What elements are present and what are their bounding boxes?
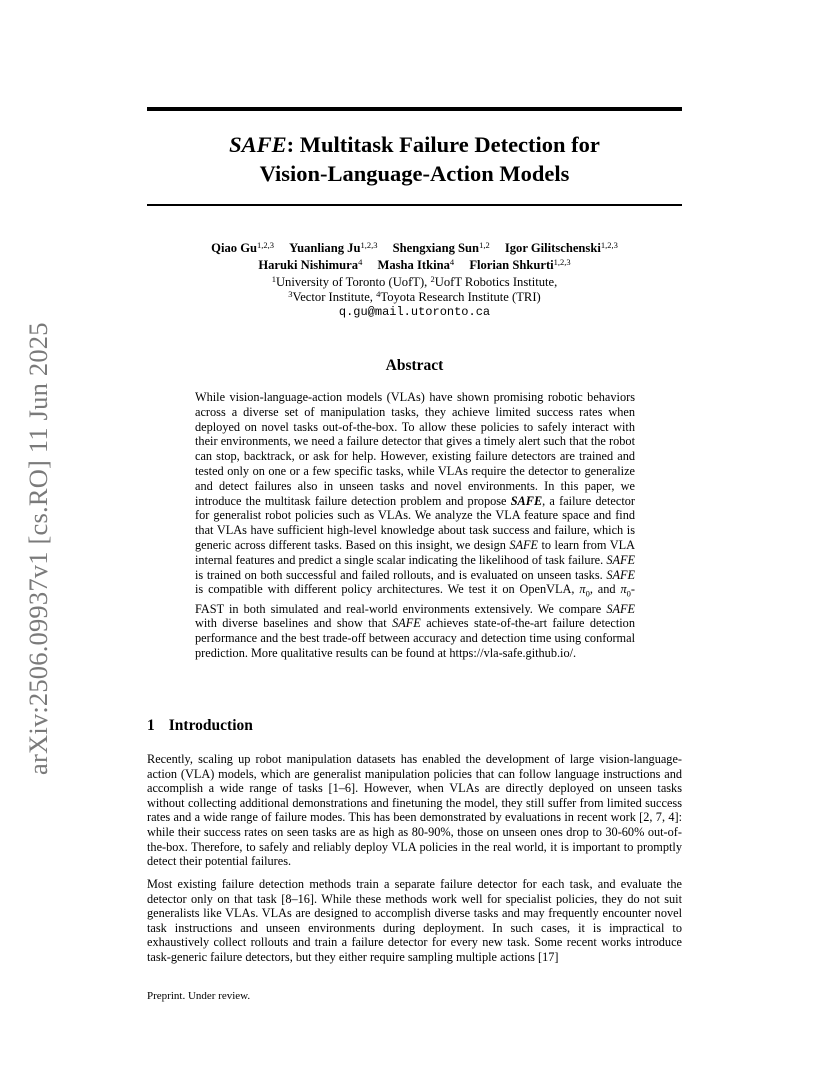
- author: Qiao Gu$^{1,2,3}$: [211, 240, 274, 255]
- abstract-heading: Abstract: [385, 357, 444, 374]
- affiliation: Toyota Research Institute (TRI): [380, 290, 541, 304]
- affiliation-number: 3: [288, 289, 293, 299]
- intro-paragraph-1: Recently, scaling up robot manipulation datasets has enabled the development of large vision-language-action (VLA) models, which are generalist manipulation policies that can follow language instructions and accomplish a wide range of tasks [1–6]. However, when VLAs are directly deployed on unseen tasks without collecting additional demonstrations and finetuning the model, they still suffer from limited success rates and a wide range of failure modes. This has been demonstrated by evaluations in recent work [2, 7, 4]: while their success rates on seen tasks are as high as 80-90%, those on unseen ones drop to 30-60% out-of-the-box. Therefore, to safely and reliably deploy VLA policies in the real world, it is important to promptly detect their potential failures.: [147, 752, 682, 869]
- title-rule-bottom: [147, 204, 682, 206]
- author: Igor Gilitschenski$^{1,2,3}$: [504, 240, 618, 255]
- title-rule-top: [147, 107, 682, 111]
- affiliation-number: 2: [430, 274, 435, 284]
- paper-title: [147, 130, 682, 188]
- arxiv-side-stamp: arXiv:2506.09937v1 [cs.RO] 11 Jun 2025: [23, 322, 53, 775]
- affiliation-number: 1: [271, 274, 276, 284]
- author: Shengxiang Sun$^{1,2}$: [392, 240, 490, 255]
- affiliation: Vector Institute,: [292, 290, 373, 304]
- authors-line-1: [147, 241, 682, 256]
- author: Florian Shkurti$^{1,2,3}$: [469, 257, 571, 272]
- intro-paragraph-2: Most existing failure detection methods train a separate failure detector for each task, and evaluate the detector only on that task [8–16]. While these methods work well for specialist policies, they do not suit generalists like VLAs. VLAs are designed to accomplish diverse tasks and may frequently encounter novel task instructions and unseen environments during deployment. In such cases, it is impractical to exhaustively collect rollouts and train a failure detector for every new task. Some recent works introduce task-generic failure detectors, but they either require sampling multiple actions [17]: [147, 877, 682, 964]
- affiliation: UofT Robotics Institute,: [434, 275, 558, 289]
- author: Yuanliang Ju$^{1,2,3}$: [289, 240, 378, 255]
- section-title: Introduction: [168, 717, 253, 734]
- title-line2: Vision-Language-Action Models: [259, 161, 570, 186]
- author: Haruki Nishimura$^4$: [258, 257, 363, 272]
- author: Masha Itkina$^4$: [377, 257, 455, 272]
- title-method-name: SAFE: [229, 132, 287, 157]
- contact-email[interactable]: q.gu@mail.utoronto.ca: [338, 305, 491, 319]
- affiliations-line-2: [147, 290, 682, 305]
- section-number: 1: [147, 717, 155, 734]
- section-heading-introduction: [147, 717, 253, 735]
- abstract-text: While vision-language-action models (VLAs) have shown promising robotic behaviors across a diverse set of manipulation tasks, they achieve limited success rates when deployed on novel tasks out-of-the-box. To allow these policies to safely interact with their environments, we need a failure detector that gives a timely alert such that the robot can stop, backtrack, or ask for help. However, existing failure detectors are trained and tested only on one or a few specific tasks, while VLAs require the detector to generalize and detect failures also in unseen tasks and novel environments. In this paper, we introduce the multitask failure detection problem and propose SAFE, a failure detector for generalist robot policies such as VLAs. We analyze the VLA feature space and find that VLAs have sufficient high-level knowledge about task success and failure, which is generic across different tasks. Based on this insight, we design SAFE to learn from VLA internal features and predict a single scalar indicating the likelihood of task failure. SAFE is trained on both successful and failed rollouts, and is evaluated on unseen tasks. SAFE is compatible with different policy architectures. We test it on OpenVLA, $\pi_0$, and $\pi_0$-FAST in both simulated and real-world environments extensively. We compare SAFE with diverse baselines and show that SAFE achieves state-of-the-art failure detection performance and the best trade-off between accuracy and detection time using conformal prediction. More qualitative results can be found at https://vla-safe.github.io/.: [195, 390, 635, 660]
- authors-line-2: [147, 258, 682, 273]
- page-footer-note: Preprint. Under review.: [147, 990, 251, 1002]
- title-line1-rest: : Multitask Failure Detection for: [286, 132, 600, 157]
- affiliation: University of Toronto (UofT),: [275, 275, 428, 289]
- affiliation-number: 4: [376, 289, 381, 299]
- affiliations-line-1: [147, 275, 682, 290]
